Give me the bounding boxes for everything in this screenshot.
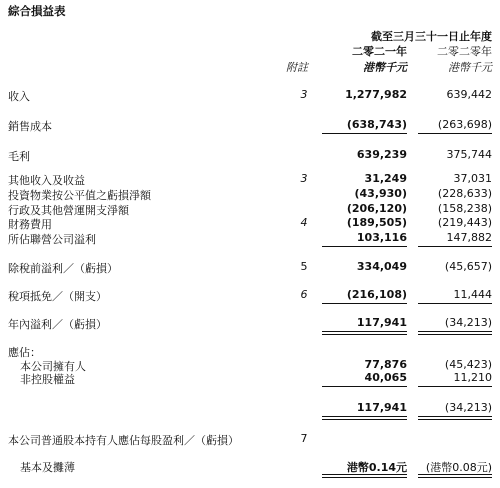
total-double-rule: [322, 331, 407, 335]
subtotal-rule: [418, 303, 492, 304]
attributable-to-label: 應佔：: [8, 346, 41, 359]
row-profit-before-tax-prior: (45,657): [444, 260, 492, 273]
row-admin-expenses-label: 行政及其他營運開支淨額: [8, 204, 129, 217]
row-finance-costs-current: (189,505): [346, 216, 407, 229]
row-basic-diluted-prior: (港幣0.08元): [425, 461, 492, 474]
row-finance-costs-label: 財務費用: [8, 218, 52, 231]
subtotal-rule: [322, 246, 407, 247]
row-cost-of-sales-label: 銷售成本: [8, 120, 52, 133]
prior-year-header: 二零二零年: [437, 45, 492, 58]
total-double-rule: [322, 416, 407, 420]
total-double-rule: [418, 474, 492, 478]
row-basic-diluted-label: 基本及攤薄: [20, 461, 75, 474]
prior-unit-header: 港幣千元: [448, 61, 492, 74]
row-finance-costs-note: 4: [300, 216, 308, 229]
eps-heading-note: 7: [300, 432, 308, 445]
row-nci-current: 40,065: [364, 371, 407, 384]
row-profit-for-year-current: 117,941: [356, 316, 407, 329]
current-unit-header: 港幣千元: [363, 61, 407, 74]
subtotal-rule: [418, 386, 492, 387]
note-column-header: 附註: [286, 61, 308, 74]
row-other-income-note: 3: [300, 172, 308, 185]
row-associates-profit-prior: 147,882: [446, 231, 492, 244]
row-nci-prior: 11,210: [453, 371, 492, 384]
subtotal-rule: [418, 133, 492, 134]
row-gross-profit-prior: 375,744: [446, 148, 492, 161]
row-admin-expenses-prior: (158,238): [437, 202, 492, 215]
row-attributable-total-current: 117,941: [356, 401, 407, 414]
eps-heading-label: 本公司普通股本持有人應佔每股盈利／（虧損）: [8, 434, 239, 447]
row-revenue-note: 3: [300, 88, 308, 101]
row-profit-for-year-prior: (34,213): [444, 316, 492, 329]
row-basic-diluted-current: 港幣0.14元: [346, 461, 407, 474]
row-other-income-current: 31,249: [364, 172, 407, 185]
subtotal-rule: [322, 386, 407, 387]
statement-title: 綜合損益表: [8, 4, 66, 18]
row-tax-prior: 11,444: [453, 288, 492, 301]
row-revenue-current: 1,277,982: [345, 88, 407, 101]
row-revenue-label: 收入: [8, 90, 30, 103]
row-gross-profit-current: 639,239: [356, 148, 407, 161]
row-owners-current: 77,876: [364, 358, 407, 371]
row-associates-profit-label: 所佔聯營公司溢利: [8, 233, 96, 246]
row-gross-profit-label: 毛利: [8, 150, 30, 163]
row-cost-of-sales-prior: (263,698): [437, 118, 492, 131]
period-header: 截至三月三十一日止年度: [371, 30, 492, 43]
row-associates-profit-current: 103,116: [356, 231, 407, 244]
row-tax-note: 6: [300, 288, 308, 301]
row-other-income-prior: 37,031: [453, 172, 492, 185]
row-revenue-prior: 639,442: [446, 88, 492, 101]
row-attributable-total-prior: (34,213): [444, 401, 492, 414]
row-cost-of-sales-current: (638,743): [346, 118, 407, 131]
row-profit-before-tax-note: 5: [300, 260, 308, 273]
row-finance-costs-prior: (219,443): [437, 216, 492, 229]
subtotal-rule: [322, 303, 407, 304]
row-profit-for-year-label: 年內溢利／（虧損）: [8, 318, 107, 331]
row-investment-property-loss-current: (43,930): [354, 187, 407, 200]
row-investment-property-loss-prior: (228,633): [437, 187, 492, 200]
row-tax-label: 稅項抵免／（開支）: [8, 290, 107, 303]
total-double-rule: [418, 416, 492, 420]
total-double-rule: [322, 474, 407, 478]
row-tax-current: (216,108): [346, 288, 407, 301]
subtotal-rule: [418, 246, 492, 247]
row-admin-expenses-current: (206,120): [346, 202, 407, 215]
subtotal-rule: [322, 133, 407, 134]
current-year-header: 二零二一年: [352, 45, 407, 58]
row-profit-before-tax-current: 334,049: [356, 260, 407, 273]
row-investment-property-loss-label: 投資物業按公平值之虧損淨額: [8, 189, 151, 202]
row-owners-prior: (45,423): [444, 358, 492, 371]
total-double-rule: [418, 331, 492, 335]
row-nci-label: 非控股權益: [20, 373, 75, 386]
row-owners-label: 本公司擁有人: [20, 360, 86, 373]
row-profit-before-tax-label: 除稅前溢利／（虧損）: [8, 262, 118, 275]
row-other-income-label: 其他收入及收益: [8, 174, 85, 187]
